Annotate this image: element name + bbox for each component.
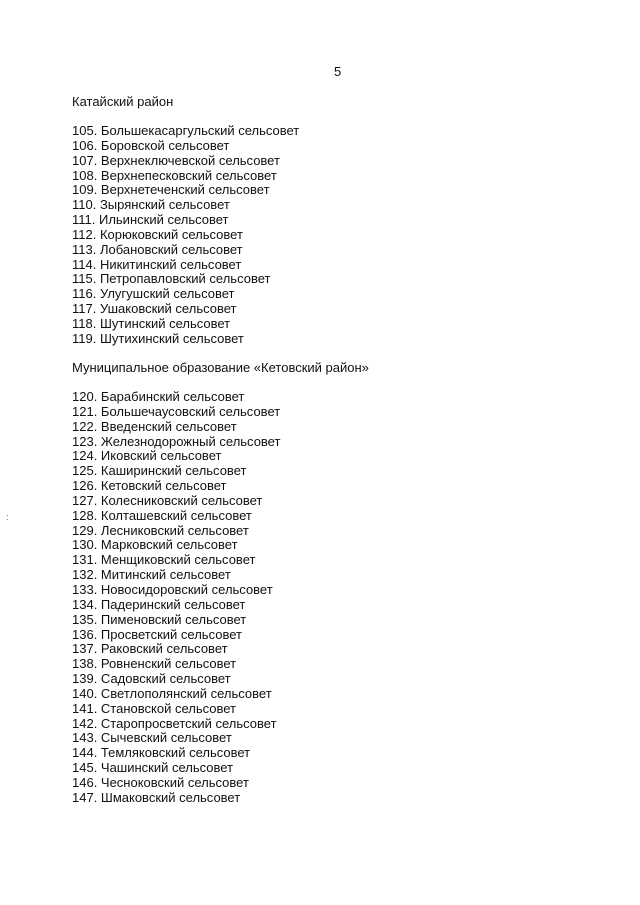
list-item: 135. Пименовский сельсовет (72, 611, 247, 627)
list-item: 136. Просветский сельсовет (72, 626, 242, 642)
list-item: 134. Падеринский сельсовет (72, 596, 246, 612)
list-item: 112. Корюковский сельсовет (72, 226, 243, 242)
list-item: 132. Митинский сельсовет (72, 567, 231, 583)
list-item: 141. Становской сельсовет (72, 700, 236, 716)
section-heading: Муниципальное образование «Кетовский район» (72, 360, 369, 375)
list-item: 142. Старопросветский сельсовет (72, 715, 277, 731)
list-item: 120. Барабинский сельсовет (72, 389, 245, 404)
list-item: 105. Большекасаргульский сельсовет (72, 123, 300, 138)
list-item: 124. Иковский сельсовет (72, 448, 222, 464)
list-item: 145. Чашинский сельсовет (72, 760, 234, 776)
list-item: 108. Верхнепесковский сельсовет (72, 167, 277, 183)
list-item: 138. Ровненский сельсовет (72, 656, 237, 672)
list-item: 144. Темляковский сельсовет (72, 745, 251, 761)
list-item: 133. Новосидоровский сельсовет (72, 581, 273, 597)
list-item: 147. Шмаковский сельсовет (72, 789, 241, 805)
list-item: 127. Колесниковский сельсовет (72, 492, 263, 508)
section-heading: Катайский район (72, 94, 174, 109)
list-item: 115. Петропавловский сельсовет (72, 271, 271, 287)
list-item: 111. Ильинский сельсовет (72, 212, 229, 228)
list-item: 123. Железнодорожный сельсовет (72, 433, 281, 449)
list-item: 129. Лесниковский сельсовет (72, 522, 249, 538)
section-ketovo-district (72, 360, 369, 806)
list-item: 139. Садовский сельсовет (72, 671, 231, 687)
list-item: 113. Лобановский сельсовет (72, 241, 243, 257)
margin-mark: : (6, 512, 9, 522)
list-item: 131. Менщиковский сельсовет (72, 552, 256, 568)
list-item: 107. Верхнеключевской сельсовет (72, 152, 280, 168)
list-item: 106. Боровской сельсовет (72, 137, 230, 153)
list-item: 128. Колташевский сельсовет (72, 507, 252, 523)
list-item: 146. Чесноковский сельсовет (72, 774, 249, 790)
municipality-list (72, 390, 369, 806)
list-item: 143. Сычевский сельсовет (72, 730, 232, 746)
page-number: 5 (334, 64, 342, 79)
section-katay-district (72, 94, 299, 347)
municipality-list (72, 124, 299, 347)
list-item: 130. Марковский сельсовет (72, 537, 238, 553)
list-item: 126. Кетовский сельсовет (72, 478, 227, 494)
list-item: 118. Шутинский сельсовет (72, 315, 231, 331)
list-item: 121. Большечаусовский сельсовет (72, 403, 281, 419)
list-item: 122. Введенский сельсовет (72, 418, 237, 434)
list-item: 137. Раковский сельсовет (72, 641, 228, 657)
list-item: 114. Никитинский сельсовет (72, 256, 242, 272)
list-item: 119. Шутихинский сельсовет (72, 330, 244, 346)
list-item: 110. Зырянский сельсовет (72, 197, 230, 213)
list-item: 140. Светлополянский сельсовет (72, 685, 272, 701)
list-item: 125. Каширинский сельсовет (72, 463, 247, 479)
list-item: 117. Ушаковский сельсовет (72, 301, 237, 317)
list-item: 116. Улугушский сельсовет (72, 286, 235, 302)
list-item: 109. Верхнетеченский сельсовет (72, 182, 270, 198)
